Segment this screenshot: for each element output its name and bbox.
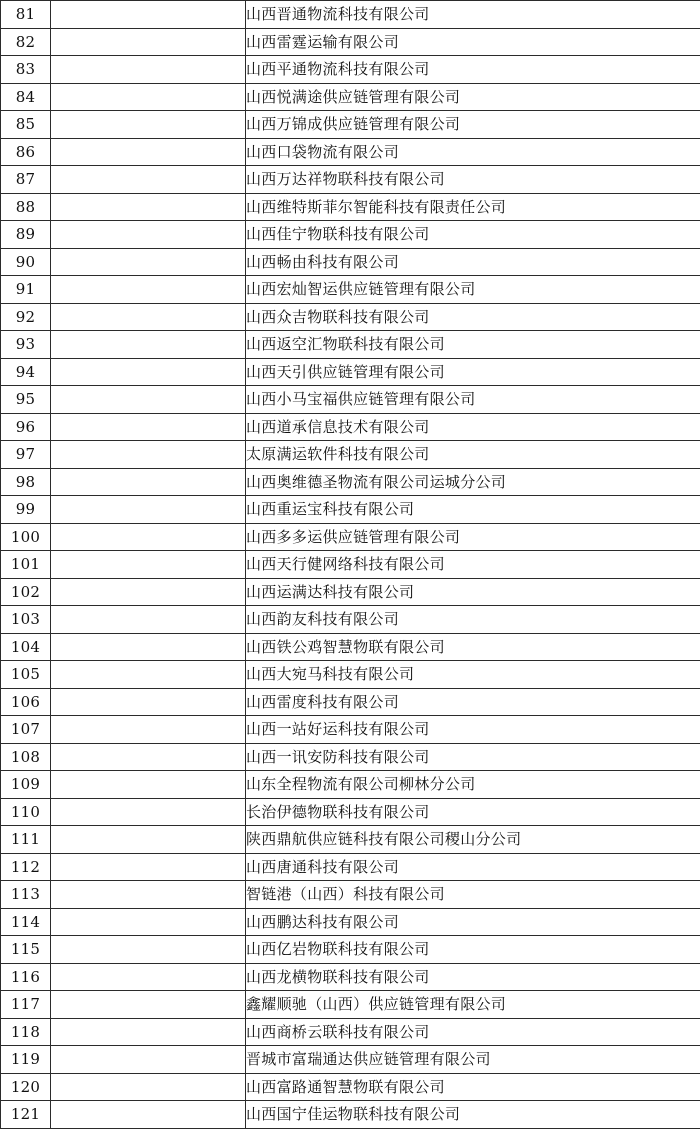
row-blank-cell — [51, 771, 246, 799]
enterprise-name-cell: 太原满运软件科技有限公司 — [246, 441, 700, 469]
row-index-cell: 87 — [1, 166, 51, 194]
row-index-cell: 121 — [1, 1101, 51, 1129]
row-blank-cell — [51, 1018, 246, 1046]
row-blank-cell — [51, 468, 246, 496]
table-row — [1, 936, 700, 964]
table-row — [1, 303, 700, 331]
enterprise-name-cell: 山西维特斯菲尔智能科技有限责任公司 — [246, 193, 700, 221]
table-row — [1, 248, 700, 276]
table-row — [1, 166, 700, 194]
row-blank-cell — [51, 908, 246, 936]
table-row — [1, 413, 700, 441]
row-blank-cell — [51, 661, 246, 689]
enterprise-name-cell: 山西万锦成供应链管理有限公司 — [246, 111, 700, 139]
table-row — [1, 138, 700, 166]
enterprise-name-cell: 山西重运宝科技有限公司 — [246, 496, 700, 524]
row-index-cell: 89 — [1, 221, 51, 249]
row-index-cell: 117 — [1, 991, 51, 1019]
row-index-cell: 109 — [1, 771, 51, 799]
enterprise-name-cell: 山西奥维德圣物流有限公司运城分公司 — [246, 468, 700, 496]
row-blank-cell — [51, 276, 246, 304]
table-row — [1, 661, 700, 689]
row-blank-cell — [51, 991, 246, 1019]
enterprise-name-cell: 山西雷霆运输有限公司 — [246, 28, 700, 56]
table-row — [1, 853, 700, 881]
row-blank-cell — [51, 138, 246, 166]
table-row — [1, 193, 700, 221]
enterprise-name-cell: 鑫耀顺驰（山西）供应链管理有限公司 — [246, 991, 700, 1019]
table-row — [1, 111, 700, 139]
enterprise-name-cell: 山西韵友科技有限公司 — [246, 606, 700, 634]
enterprise-name-cell: 山西鹏达科技有限公司 — [246, 908, 700, 936]
row-blank-cell — [51, 606, 246, 634]
row-blank-cell — [51, 386, 246, 414]
row-blank-cell — [51, 28, 246, 56]
table-row — [1, 908, 700, 936]
table-row — [1, 1046, 700, 1074]
row-blank-cell — [51, 1, 246, 29]
row-blank-cell — [51, 166, 246, 194]
row-index-cell: 108 — [1, 743, 51, 771]
table-row — [1, 468, 700, 496]
table-row — [1, 496, 700, 524]
row-blank-cell — [51, 716, 246, 744]
enterprise-name-cell: 山西商桥云联科技有限公司 — [246, 1018, 700, 1046]
table-row — [1, 56, 700, 84]
row-blank-cell — [51, 633, 246, 661]
table-row — [1, 716, 700, 744]
table-row — [1, 991, 700, 1019]
table-row — [1, 881, 700, 909]
row-blank-cell — [51, 331, 246, 359]
row-index-cell: 98 — [1, 468, 51, 496]
row-blank-cell — [51, 963, 246, 991]
row-index-cell: 105 — [1, 661, 51, 689]
row-blank-cell — [51, 111, 246, 139]
row-index-cell: 96 — [1, 413, 51, 441]
table-row — [1, 221, 700, 249]
row-blank-cell — [51, 826, 246, 854]
row-index-cell: 119 — [1, 1046, 51, 1074]
row-blank-cell — [51, 56, 246, 84]
table-body — [1, 1, 700, 1129]
row-index-cell: 94 — [1, 358, 51, 386]
table-row — [1, 688, 700, 716]
table-row — [1, 826, 700, 854]
enterprise-name-cell: 山西一讯安防科技有限公司 — [246, 743, 700, 771]
enterprise-name-cell: 晋城市富瑞通达供应链管理有限公司 — [246, 1046, 700, 1074]
table-row — [1, 1, 700, 29]
enterprise-name-cell: 山西小马宝福供应链管理有限公司 — [246, 386, 700, 414]
table-row — [1, 551, 700, 579]
row-blank-cell — [51, 578, 246, 606]
table-row — [1, 743, 700, 771]
row-index-cell: 112 — [1, 853, 51, 881]
row-index-cell: 82 — [1, 28, 51, 56]
row-blank-cell — [51, 83, 246, 111]
row-index-cell: 91 — [1, 276, 51, 304]
row-blank-cell — [51, 303, 246, 331]
enterprise-name-cell: 山西铁公鸡智慧物联有限公司 — [246, 633, 700, 661]
row-index-cell: 115 — [1, 936, 51, 964]
row-index-cell: 101 — [1, 551, 51, 579]
table-row — [1, 441, 700, 469]
table-row — [1, 523, 700, 551]
row-index-cell: 84 — [1, 83, 51, 111]
row-index-cell: 85 — [1, 111, 51, 139]
row-index-cell: 113 — [1, 881, 51, 909]
table-row — [1, 798, 700, 826]
enterprise-name-cell: 山西悦满途供应链管理有限公司 — [246, 83, 700, 111]
row-blank-cell — [51, 358, 246, 386]
row-index-cell: 83 — [1, 56, 51, 84]
enterprise-name-cell: 陕西鼎航供应链科技有限公司稷山分公司 — [246, 826, 700, 854]
row-index-cell: 111 — [1, 826, 51, 854]
table-row — [1, 578, 700, 606]
row-index-cell: 120 — [1, 1073, 51, 1101]
table-row — [1, 1101, 700, 1129]
table-row — [1, 1018, 700, 1046]
enterprise-name-cell: 山西富路通智慧物联有限公司 — [246, 1073, 700, 1101]
enterprise-name-cell: 山西佳宁物联科技有限公司 — [246, 221, 700, 249]
row-index-cell: 97 — [1, 441, 51, 469]
row-index-cell: 102 — [1, 578, 51, 606]
row-blank-cell — [51, 936, 246, 964]
enterprise-name-cell: 山西雷度科技有限公司 — [246, 688, 700, 716]
row-index-cell: 92 — [1, 303, 51, 331]
row-index-cell: 81 — [1, 1, 51, 29]
enterprise-name-cell: 山西平通物流科技有限公司 — [246, 56, 700, 84]
table-row — [1, 771, 700, 799]
enterprise-name-cell: 山东全程物流有限公司柳林分公司 — [246, 771, 700, 799]
row-blank-cell — [51, 413, 246, 441]
row-blank-cell — [51, 248, 246, 276]
enterprise-name-cell: 山西龙横物联科技有限公司 — [246, 963, 700, 991]
table-row — [1, 963, 700, 991]
enterprise-name-cell: 山西天引供应链管理有限公司 — [246, 358, 700, 386]
enterprise-name-cell: 山西唐通科技有限公司 — [246, 853, 700, 881]
row-blank-cell — [51, 1073, 246, 1101]
row-index-cell: 116 — [1, 963, 51, 991]
table-row — [1, 386, 700, 414]
row-blank-cell — [51, 881, 246, 909]
row-index-cell: 104 — [1, 633, 51, 661]
row-index-cell: 114 — [1, 908, 51, 936]
row-blank-cell — [51, 853, 246, 881]
row-index-cell: 110 — [1, 798, 51, 826]
row-index-cell: 90 — [1, 248, 51, 276]
enterprise-name-cell: 山西众吉物联科技有限公司 — [246, 303, 700, 331]
table-row — [1, 83, 700, 111]
row-index-cell: 99 — [1, 496, 51, 524]
row-blank-cell — [51, 743, 246, 771]
row-index-cell: 93 — [1, 331, 51, 359]
enterprise-name-cell: 智链港（山西）科技有限公司 — [246, 881, 700, 909]
row-blank-cell — [51, 193, 246, 221]
row-index-cell: 103 — [1, 606, 51, 634]
enterprise-name-cell: 山西万达祥物联科技有限公司 — [246, 166, 700, 194]
enterprise-name-cell: 长治伊德物联科技有限公司 — [246, 798, 700, 826]
row-blank-cell — [51, 221, 246, 249]
enterprise-name-cell: 山西运满达科技有限公司 — [246, 578, 700, 606]
enterprise-name-cell: 山西畅由科技有限公司 — [246, 248, 700, 276]
table-row — [1, 28, 700, 56]
table-row — [1, 1073, 700, 1101]
enterprise-name-cell: 山西多多运供应链管理有限公司 — [246, 523, 700, 551]
enterprise-name-cell: 山西晋通物流科技有限公司 — [246, 1, 700, 29]
enterprise-name-cell: 山西天行健网络科技有限公司 — [246, 551, 700, 579]
row-index-cell: 88 — [1, 193, 51, 221]
enterprise-name-cell: 山西口袋物流有限公司 — [246, 138, 700, 166]
table-row — [1, 633, 700, 661]
row-blank-cell — [51, 1046, 246, 1074]
row-index-cell: 100 — [1, 523, 51, 551]
enterprise-name-cell: 山西一站好运科技有限公司 — [246, 716, 700, 744]
table-row — [1, 358, 700, 386]
enterprise-name-cell: 山西返空汇物联科技有限公司 — [246, 331, 700, 359]
row-blank-cell — [51, 441, 246, 469]
row-blank-cell — [51, 496, 246, 524]
enterprise-name-cell: 山西道承信息技术有限公司 — [246, 413, 700, 441]
row-index-cell: 86 — [1, 138, 51, 166]
table-row — [1, 331, 700, 359]
table-row — [1, 606, 700, 634]
enterprise-name-cell: 山西宏灿智运供应链管理有限公司 — [246, 276, 700, 304]
row-index-cell: 106 — [1, 688, 51, 716]
row-blank-cell — [51, 551, 246, 579]
enterprise-name-cell: 山西亿岩物联科技有限公司 — [246, 936, 700, 964]
row-blank-cell — [51, 798, 246, 826]
row-index-cell: 95 — [1, 386, 51, 414]
row-blank-cell — [51, 688, 246, 716]
row-index-cell: 107 — [1, 716, 51, 744]
table-row — [1, 276, 700, 304]
enterprise-name-cell: 山西大宛马科技有限公司 — [246, 661, 700, 689]
row-blank-cell — [51, 1101, 246, 1129]
enterprise-name-cell: 山西国宁佳运物联科技有限公司 — [246, 1101, 700, 1129]
row-blank-cell — [51, 523, 246, 551]
row-index-cell: 118 — [1, 1018, 51, 1046]
